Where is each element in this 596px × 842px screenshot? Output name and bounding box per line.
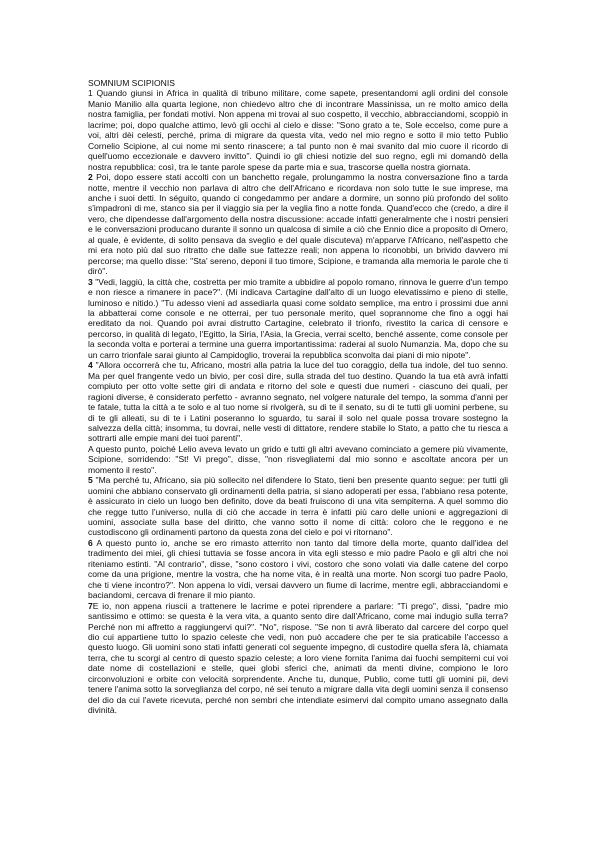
- document-body: [88, 78, 508, 716]
- paragraph-interlude: [88, 444, 508, 475]
- paragraph-text: "Vedi, laggiù, la città che, costretta per mio tramite a ubbidire al popolo romano, rinnova le guerre d'un tempo e non riesce a rimanere in pace?". (Mi indicava Cartagine dall'alto di un luogo elevatissimo e pieno di stelle, luminoso e nitido.) "Tu adesso vieni ad assediarla quasi come soldato semplice, ma entro i prossimi due anni la abbatterai come console e ne otterrai, per tuo personale merito, quel soprannome che fino a oggi hai ereditato da noi. Quando poi avrai distrutto Cartagine, celebrato il trionfo, rivestito la carica di censore e percorso, in qualità di legato, l'Egitto, la Siria, l'Asia, la Grecia, verrai scelto, benché assente, come console per la seconda volta e porterai a termine una guerra importantissima: raderai al suolo Numanzia. Ma, dopo che su un carro trionfale sarai giunto al Campidoglio, troverai la repubblica sconvolta dai piani di mio nipote".: [88, 276, 508, 360]
- paragraph-2: [88, 172, 508, 277]
- paragraph-number: 7: [88, 600, 93, 611]
- paragraph-6: [88, 538, 508, 601]
- paragraph-text: Quando giunsi in Africa in qualità di tribuno militare, come sapete, presentandomi agli ordini del console Manio Manilio alla quarta legione, non chiedevo altro che di incontrare Massinissa, un re molto amico della nostra famiglia, per fondati motivi. Non appena mi trovai al suo cospetto, il vecchio, abbracciandomi, scoppiò in lacrime; poi, dopo qualche attimo, levò gli occhi al cielo e disse: "Sono grato a te, Sole eccelso, come pure a voi, altri dèi celesti, perché, prima di migrare da questa vita, vedo nel mio regno e sotto il mio tetto Publio Cornelio Scipione, al cui nome mi sento rinascere; a tal punto non è mai svanito dal mio cuore il ricordo di quell'uomo eccezionale e davvero invitto". Quindi io gli chiesi notizie del suo regno, egli mi domandò della nostra repubblica: così, tra le tante parole spese da parte mia e sua, trascorse quella nostra giornata.: [88, 88, 508, 172]
- paragraph-3: [88, 277, 508, 361]
- paragraph-text: Poi, dopo essere stati accolti con un banchetto regale, prolungammo la nostra conversazione fino a tarda notte, mentre il vecchio non parlava di altro che dell'Africano e ricordava non solo tutte le sue imprese, ma anche i suoi detti. In séguito, quando ci congedammo per andare a dormire, un sonno più profondo del solito s'impadronì di me, stanco sia per il viaggio sia per la veglia fino a notte fonda. Quand'ecco che (credo, a dire il vero, che dipendesse dall'argomento della nostra discussione: accade infatti generalmente che i nostri pensieri e le conversazioni producano durante il sonno un qualcosa di simile a ciò che Ennio dice a proposito di Omero, al quale, è evidente, di solito pensava da sveglio e del quale discuteva) m'apparve l'Africano, nell'aspetto che mi era noto più dal suo ritratto che dalle sue fattezze reali; non appena lo riconobbi, un brivido davvero mi percorse; ma quello disse: "Sta' sereno, deponi il tuo timore, Scipione, e tramanda alla memoria le parole che ti dirò".: [88, 172, 508, 277]
- paragraph-text: "Allora occorrerà che tu, Africano, mostri alla patria la luce del tuo coraggio, della tua indole, del tuo senno. Ma per quel frangente vedo un bivio, per così dire, sulla strada del tuo destino. Quando la tua età avrà infatti compiuto per otto volte sette giri di andata e ritorno del sole e questi due numeri - ciascuno dei quali, per ragioni diverse, è considerato perfetto - avranno segnato, nel volgere naturale del tempo, la somma d'anni per te fatale, tutta la città a te solo e al tuo nome si rivolgerà, su di te il senato, su di te tutti gli uomini perbene, su di te gli alleati, su di te i Latini poseranno lo sguardo, tu sarai il solo nel quale possa trovare sostegno la salvezza della città; insomma, tu dovrai, nelle vesti di dittatore, rendere stabile lo Stato, a patto che tu riesca a sottrarti alle empie mani dei tuoi parenti".: [88, 360, 508, 444]
- document-title: SOMNIUM SCIPIONIS: [88, 78, 175, 88]
- paragraph-number: 5: [88, 475, 93, 486]
- paragraph-number: 4: [88, 360, 93, 371]
- paragraph-text: E io, non appena riuscii a trattenere le lacrime e potei riprendere a parlare: "Ti prego", dissi, "padre mio santissimo e ottimo: se questa è la vera vita, a quanto sento dire dall'Africano, come mai indugio sulla terra? Perché non mi affretto a raggiungervi qui?". "No", rispose. "Se non ti avrà liberato dal carcere del corpo quel dio cui appartiene tutto lo spazio celeste che vedi, non può accadere che per te sia praticabile l'accesso a questo luogo. Gli uomini sono stati infatti generati col seguente impegno, di custodire quella sfera là, chiamata terra, che tu scorgi al centro di questo spazio celeste; a loro viene fornita l'anima dai fuochi sempiterni cui voi date nome di costellazioni e stelle, quei globi sferici che, animati da menti divine, compiono le loro circonvoluzioni e orbite con velocità sorprendente. Anche tu, dunque, Publio, come tutti gli uomini pii, devi tenere l'anima sotto la sorveglianza del corpo, né sei tenuto a migrare dalla vita degli uomini senza il consenso del dio da cui l'avete ricevuta, perché non sembri che intendiate esimervi dal compito umano assegnato dalla divinità.: [88, 600, 508, 716]
- paragraph-text: "Ma perché tu, Africano, sia più sollecito nel difendere lo Stato, tieni ben presente quanto segue: per tutti gli uomini che abbiano conservato gli ordinamenti della patria, si siano adoperati per essa, l'abbiano resa potente, è assicurato in cielo un luogo ben definito, dove da beati fruiscono di una vita sempiterna. A quel sommo dio che regge tutto l'universo, nulla di ciò che accade in terra è infatti più caro delle unioni e aggregazioni di uomini, associate sulla base del diritto, che vanno sotto il nome di città: coloro che le reggono e ne custodiscono gli ordinamenti partono da questa zona del cielo e poi vi ritornano".: [88, 475, 508, 538]
- paragraph-number: 6: [88, 537, 93, 548]
- paragraph-number: 1: [88, 88, 93, 99]
- paragraph-4: [88, 360, 508, 444]
- paragraph-text: A questo punto, poiché Lelio aveva levato un grido e tutti gli altri avevano cominciato a gemere più vivamente, Scipione, sorridendo: "St! Vi prego", disse, "non risvegliatemi dal mio sonno e ascoltate ancora per un momento il resto".: [88, 443, 508, 475]
- paragraph-number: 2: [88, 172, 93, 183]
- paragraph-7: [88, 601, 508, 716]
- paragraph-5: [88, 475, 508, 538]
- paragraph-number: 3: [88, 276, 93, 287]
- paragraph-text: A questo punto io, anche se ero rimasto atterrito non tanto dal timore della morte, quanto dall'idea del tradimento dei miei, gli chiesi tuttavia se fosse ancora in vita egli stesso e mio padre Paolo e gli altri che noi riteniamo estinti. "Al contrario", disse, "sono costoro i vivi, costoro che sono volati via dalle catene del corpo come da una prigione, mentre la vostra, che ha nome vita, è in realtà una morte. Non scorgi tuo padre Paolo, che ti viene incontro?". Non appena lo vidi, versai davvero un fiume di lacrime, mentre egli, abbracciandomi e baciandomi, cercava di frenare il mio pianto.: [88, 537, 508, 601]
- paragraph-1: [88, 88, 508, 172]
